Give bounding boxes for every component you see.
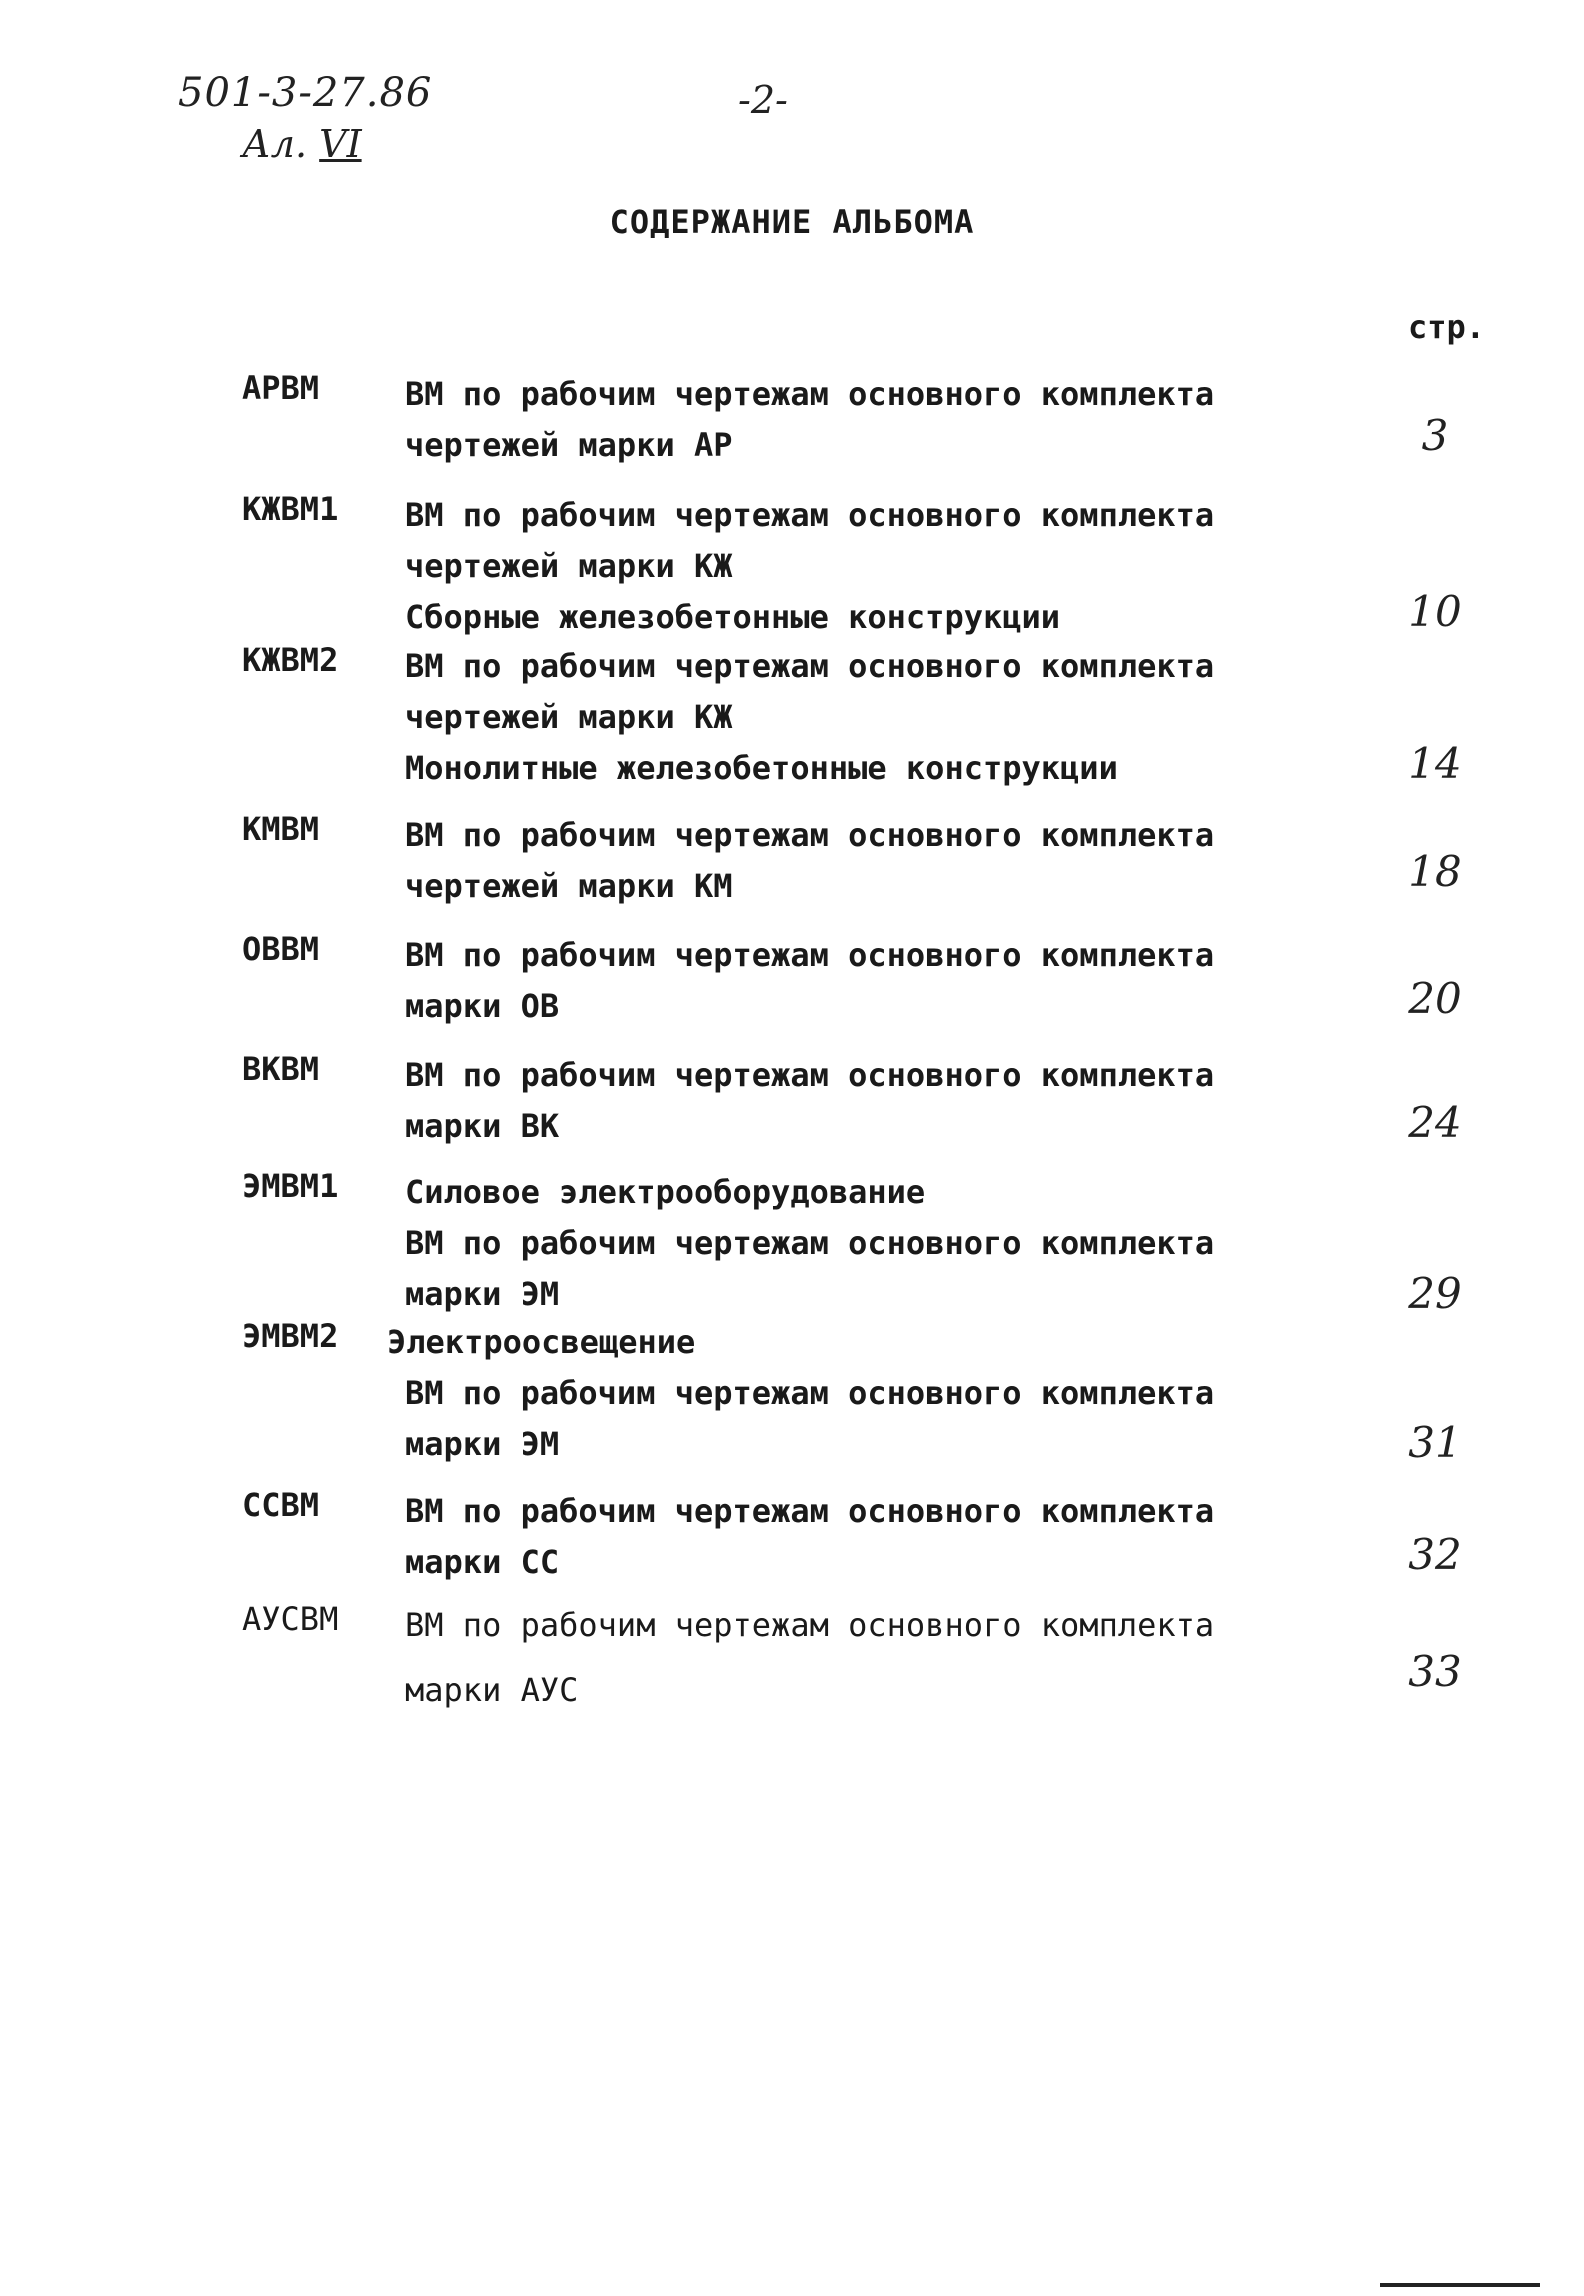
page-title: СОДЕРЖАНИЕ АЛЬБОМА: [609, 203, 975, 241]
album-prefix: Ал.: [242, 122, 308, 166]
entry-line: марки ОВ: [405, 987, 560, 1025]
entry-line: ВМ по рабочим чертежам основного комплекта: [405, 936, 1215, 974]
page-column-label: стр.: [1408, 308, 1486, 346]
entry-line: Силовое электрооборудование: [405, 1173, 926, 1211]
entry-code: ВКВМ: [242, 1050, 320, 1088]
entry-page-number: 14: [1408, 739, 1462, 788]
entry-line: Электроосвещение: [387, 1323, 696, 1361]
entry-code: КЖВМ1: [242, 490, 339, 528]
entry-line: Монолитные железобетонные конструкции: [405, 749, 1118, 787]
entry-page-number: 24: [1408, 1098, 1462, 1147]
page-number: -2-: [738, 78, 788, 122]
entry-code: АУСВМ: [242, 1600, 339, 1638]
entry-line: марки ЭМ: [405, 1425, 560, 1463]
entry-page-number: 33: [1408, 1647, 1462, 1696]
entry-line: ВМ по рабочим чертежам основного комплекта: [405, 816, 1215, 854]
entry-line: ВМ по рабочим чертежам основного комплекта: [405, 1606, 1215, 1644]
entry-line: марки СС: [405, 1543, 560, 1581]
entry-line: ВМ по рабочим чертежам основного комплекта: [405, 1492, 1215, 1530]
entry-page-number: 10: [1408, 587, 1462, 636]
album-number: [242, 122, 362, 166]
entry-line: ВМ по рабочим чертежам основного комплекта: [405, 647, 1215, 685]
entry-code: КМВМ: [242, 810, 320, 848]
entry-code: ССВМ: [242, 1486, 320, 1524]
entry-line: ВМ по рабочим чертежам основного комплекта: [405, 1056, 1215, 1094]
entry-code: ЭМВМ1: [242, 1167, 339, 1205]
entry-line: чертежей марки КМ: [405, 867, 733, 905]
document-code: 501-3-27.86: [178, 70, 433, 116]
entry-line: марки АУС: [405, 1671, 579, 1709]
entry-line: ВМ по рабочим чертежам основного комплекта: [405, 1374, 1215, 1412]
entry-page-number: 20: [1408, 974, 1462, 1023]
entry-page-number: 18: [1408, 847, 1462, 896]
entry-line: марки ВК: [405, 1107, 560, 1145]
entry-page-number: 3: [1421, 411, 1449, 460]
footer-rule: [1380, 2283, 1540, 2287]
entry-code: ОВВМ: [242, 930, 320, 968]
album-roman-numeral: VI: [319, 122, 362, 166]
entry-page-number: 31: [1408, 1418, 1462, 1467]
entry-line: ВМ по рабочим чертежам основного комплекта: [405, 375, 1215, 413]
entry-line: Сборные железобетонные конструкции: [405, 598, 1061, 636]
entry-line: ВМ по рабочим чертежам основного комплекта: [405, 1224, 1215, 1262]
entry-line: чертежей марки КЖ: [405, 547, 733, 585]
entry-line: ВМ по рабочим чертежам основного комплекта: [405, 496, 1215, 534]
entry-code: АРВМ: [242, 369, 320, 407]
entry-code: ЭМВМ2: [242, 1317, 339, 1355]
entry-line: чертежей марки КЖ: [405, 698, 733, 736]
entry-code: КЖВМ2: [242, 641, 339, 679]
entry-line: марки ЭМ: [405, 1275, 560, 1313]
entry-page-number: 32: [1408, 1530, 1462, 1579]
entry-line: чертежей марки АР: [405, 426, 733, 464]
entry-page-number: 29: [1408, 1269, 1462, 1318]
